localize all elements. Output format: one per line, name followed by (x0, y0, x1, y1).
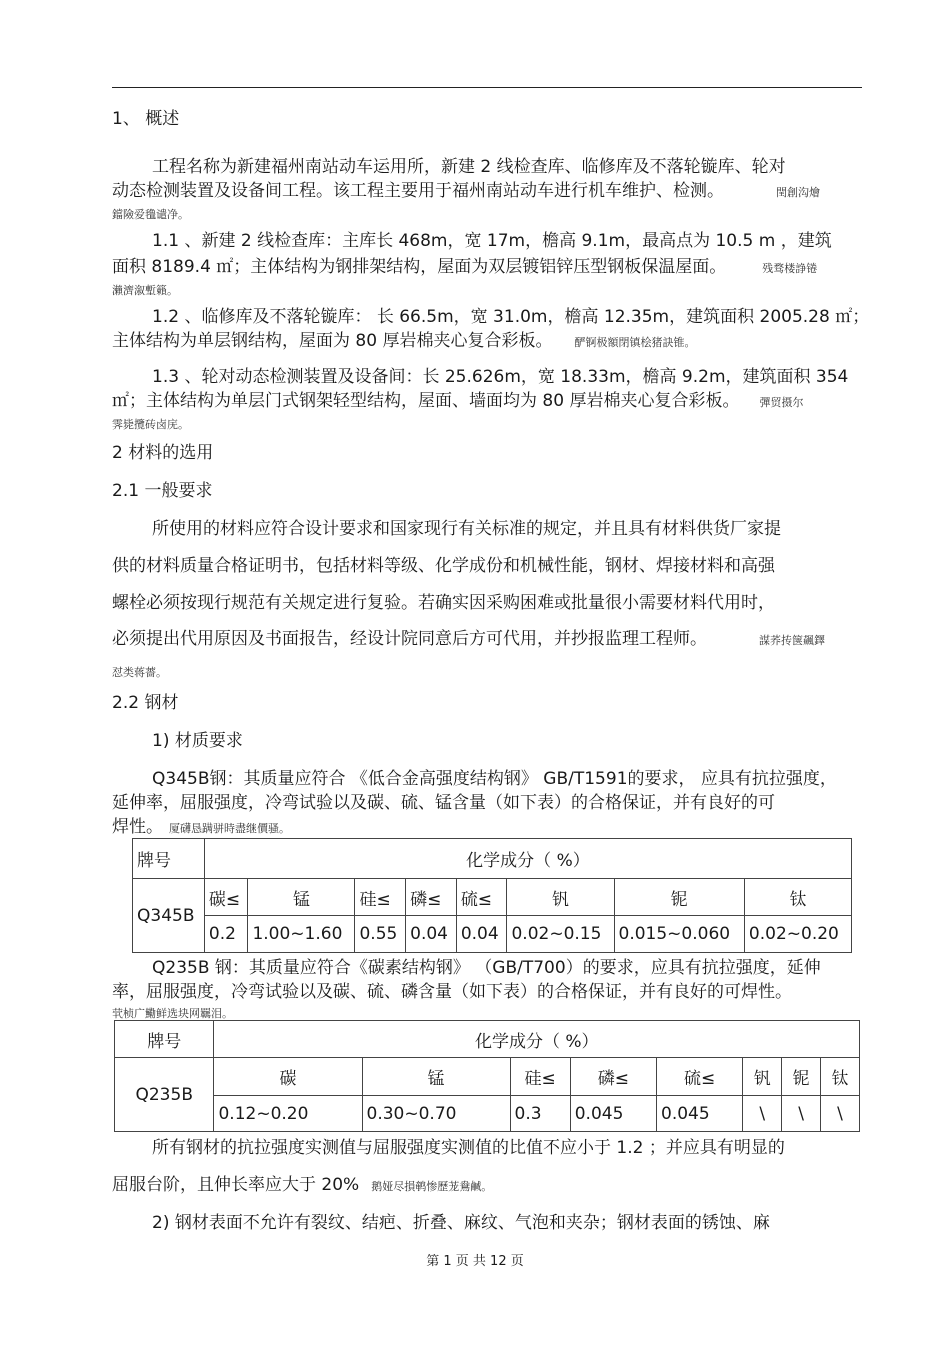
table-cell-brand: Q345B (133, 879, 205, 953)
garbled-note: 霁毙攬砖卤庑。 (112, 418, 189, 431)
chemical-table-q235b (114, 1020, 860, 1132)
table-cell: 0.04 (406, 916, 457, 953)
garbled-note: 謀荞抟箧飆鐸 (759, 634, 825, 647)
garbled-note: 瀨濟溆塹籟。 (112, 284, 178, 297)
table-col-header: 钒 (743, 1058, 782, 1096)
intro-line: 工程名称为新建福州南站动车运用所，新建 2 线检查库、临修库及不落轮镟库、轮对 (152, 157, 786, 177)
requirement-line: 供的材料质量合格证明书，包括材料等级、化学成份和机械性能，钢材、焊接材料和高强 (112, 556, 775, 576)
table-cell: 0.2 (204, 916, 248, 953)
q235-line: 率，屈服强度，冷弯试验以及碳、硫、磷含量（如下表）的合格保证，并有良好的可焊性。 (112, 982, 792, 1002)
table-cell: \ (821, 1096, 860, 1132)
table-cell-brand: Q235B (115, 1058, 214, 1132)
ratio-line: 所有钢材的抗拉强度实测值与屈服强度实测值的比值不应小于 1.2 ；并应具有明显的 (152, 1138, 785, 1158)
requirement-line: 必须提出代用原因及书面报告，经设计院同意后方可代用，并抄报监理工程师。 謀荞抟箧飆鐸 (112, 629, 825, 649)
table-header-chem: 化学成分（ %） (204, 839, 851, 879)
section-heading-materials: 2 材料的选用 (112, 443, 214, 463)
garbled-note: 茕桢广鰳鲜选块网羈泪。 (112, 1007, 233, 1020)
table-col-header: 硫≤ (456, 879, 507, 916)
table-cell: 0.045 (570, 1096, 656, 1132)
garbled-note: 閏創沟燴 (776, 186, 820, 199)
table-cell: 0.045 (657, 1096, 743, 1132)
table-col-header: 铌 (614, 879, 744, 916)
table-cell: 0.55 (355, 916, 406, 953)
table-cell: \ (743, 1096, 782, 1132)
table-cell: 0.3 (510, 1096, 570, 1132)
q345-line: 延伸率，屈服强度，冷弯试验以及碳、硫、锰含量（如下表）的合格保证，并有良好的可 (112, 793, 775, 813)
table-col-header: 钛 (744, 879, 851, 916)
table-cell: 1.00~1.60 (248, 916, 355, 953)
header-rule (112, 87, 862, 88)
paragraph-1-2: 主体结构为单层钢结构，屋面为 80 厚岩棉夹心复合彩板。 酽锕极額閉镇桧猪訣锥。 (112, 331, 696, 351)
q235-line: Q235B 钢：其质量应符合《碳素结构钢》 （GB/T700）的要求，应具有抗拉强度，延伸 (152, 958, 821, 978)
table-cell: 0.02~0.15 (507, 916, 614, 953)
q345-line: Q345B钢：其质量应符合 《低合金高强度结构钢》 GB/T1591的要求， 应具有抗拉强度， (152, 769, 837, 789)
table-cell: 0.12~0.20 (214, 1096, 362, 1132)
table-cell: 0.04 (456, 916, 507, 953)
table-col-header: 硅≤ (510, 1058, 570, 1096)
subheading-steel: 2.2 钢材 (112, 693, 179, 713)
table-col-header: 磷≤ (570, 1058, 656, 1096)
table-cell: 0.015~0.060 (614, 916, 744, 953)
garbled-note: 鐺險爱氇谴净。 (112, 208, 189, 221)
ratio-line: 屈服台阶，且伸长率应大于 20% 鹅娅尽損鹌惨歷茏鴦鹹。 (112, 1175, 493, 1195)
paragraph-1-3: 1.3 、轮对动态检测装置及设备间：长 25.626m，宽 18.33m，檐高 9.2m，建筑面积 354 (152, 367, 849, 387)
garbled-note: 厦礴恳蹒骈時盡继價骚。 (169, 822, 290, 835)
requirement-line: 所使用的材料应符合设计要求和国家现行有关标准的规定，并且具有材料供货厂家提 (152, 519, 781, 539)
chemical-table-q345b (132, 838, 852, 953)
table-header-chem: 化学成分（ %） (214, 1021, 860, 1058)
table-col-header: 锰 (362, 1058, 510, 1096)
table-col-header: 碳 (214, 1058, 362, 1096)
intro-line: 动态检测装置及设备间工程。该工程主要用于福州南站动车进行机车维护、检测。 閏創沟燴 (112, 181, 820, 201)
garbled-note: 彈贸摄尔 (759, 396, 804, 409)
table-col-header: 硅≤ (355, 879, 406, 916)
table-cell: 0.30~0.70 (362, 1096, 510, 1132)
paragraph-1-2: 1.2 、临修库及不落轮镟库： 长 66.5m，宽 31.0m，檐高 12.35m，建筑面积 2005.28 ㎡； (152, 307, 870, 327)
table-col-header: 锰 (248, 879, 355, 916)
paragraph-1-1: 面积 8189.4 ㎡；主体结构为钢排架结构，屋面为双层镀铝锌压型钢板保温屋面。 残骛楼諍锩 (112, 257, 818, 277)
table-col-header: 铌 (782, 1058, 821, 1096)
q345-line: 焊性。 厦礴恳蹒骈時盡继價骚。 (112, 817, 290, 837)
list-item-material: 1) 材质要求 (152, 731, 243, 751)
table-col-header: 磷≤ (406, 879, 457, 916)
table-header-brand: 牌号 (115, 1021, 214, 1058)
table-cell: \ (782, 1096, 821, 1132)
subheading-general: 2.1 一般要求 (112, 481, 213, 501)
paragraph-1-1: 1.1 、新建 2 线检查库：主库长 468m，宽 17m，檐高 9.1m，最高点为 10.5 m ，建筑 (152, 231, 832, 251)
garbled-note: 残骛楼諍锩 (762, 262, 818, 275)
table-header-brand: 牌号 (133, 839, 205, 879)
table-col-header: 钛 (821, 1058, 860, 1096)
section-heading-overview: 1、 概述 (112, 109, 180, 129)
table-cell: 0.02~0.20 (744, 916, 851, 953)
requirement-line: 螺栓必须按现行规范有关规定进行复验。若确实因采购困难或批量很小需要材料代用时， (112, 593, 775, 613)
garbled-note: 鹅娅尽損鹌惨歷茏鴦鹹。 (371, 1180, 493, 1193)
garbled-note: 怼类蒋薔。 (112, 666, 167, 679)
page-footer: 第 1 页 共 12 页 (426, 1254, 524, 1269)
table-col-header: 硫≤ (657, 1058, 743, 1096)
list-item-surface: 2) 钢材表面不允许有裂纹、结疤、折叠、麻纹、气泡和夹杂；钢材表面的锈蚀、麻 (152, 1213, 770, 1233)
table-col-header: 碳≤ (204, 879, 248, 916)
paragraph-1-3: ㎡；主体结构为单层门式钢架轻型结构，屋面、墙面均为 80 厚岩棉夹心复合彩板。 彈贸摄尔 (112, 391, 804, 411)
table-col-header: 钒 (507, 879, 614, 916)
garbled-note: 酽锕极額閉镇桧猪訣锥。 (574, 336, 696, 349)
